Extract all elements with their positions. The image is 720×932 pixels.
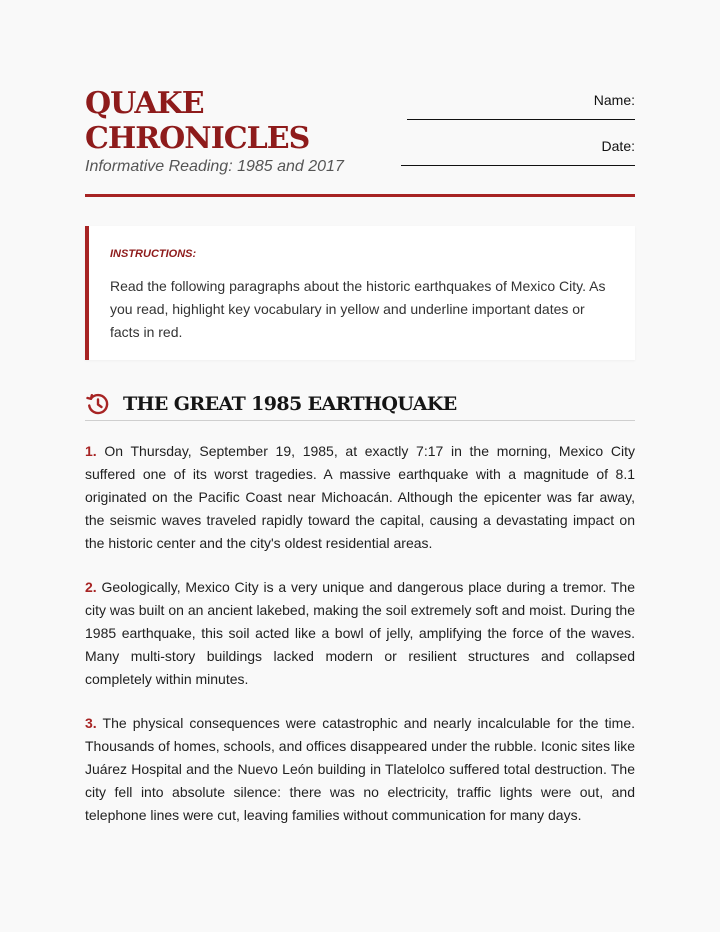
- paragraph-number: 1.: [85, 443, 97, 459]
- paragraph-text: On Thursday, September 19, 1985, at exactly 7:17 in the morning, Mexico City suffered one of its worst tragedies. A massive earthquake with a magnitude of 8.1 originated on the Pacific Coast near Michoacán. Although the epicenter was far away, the seismic waves traveled rapidly toward the capital, causing a devastating impact on the historic center and the city's oldest residential areas.: [85, 443, 635, 551]
- page-title: QUAKE CHRONICLES: [85, 86, 310, 156]
- paragraph-1: [85, 440, 635, 555]
- paragraph-text: Geologically, Mexico City is a very unique and dangerous place during a tremor. The city was built on an ancient lakebed, making the soil extremely soft and moist. During the 1985 earthquake, this soil acted like a bowl of jelly, amplifying the force of the waves. Many multi-story buildings lacked modern or resilient structures and collapsed completely within minutes.: [85, 579, 636, 687]
- instructions-box: [85, 226, 635, 360]
- section-header: [85, 390, 635, 421]
- instructions-text: Read the following paragraphs about the historic earthquakes of Mexico City. As you read, highlight key vocabulary in yellow and underline important dates or facts in red.: [110, 278, 606, 340]
- paragraph-number: 3.: [85, 715, 97, 731]
- date-field: [401, 137, 635, 166]
- paragraph-3: [85, 712, 635, 827]
- worksheet-header: [85, 86, 635, 196]
- date-line: [401, 165, 635, 166]
- date-label: Date:: [601, 138, 635, 154]
- name-line: [407, 119, 635, 120]
- instructions-heading: INSTRUCTIONS:: [110, 248, 197, 260]
- header-divider: [85, 194, 635, 197]
- name-field: [407, 91, 635, 120]
- paragraph-text: The physical consequences were catastrophic and nearly incalculable for the time. Thousands of homes, schools, and offices disappeared under the rubble. Iconic sites like Juárez Hospital and the Nuevo León building in Tlatelolco suffered total destruction. The city fell into absolute silence: there was no electricity, traffic lights were out, and telephone lines were cut, leaving families without communication for many days.: [85, 715, 635, 823]
- paragraph-number: 2.: [85, 579, 97, 595]
- history-clock-icon: [85, 391, 111, 417]
- section-title: THE GREAT 1985 EARTHQUAKE: [123, 393, 457, 415]
- page-subtitle: Informative Reading: 1985 and 2017: [85, 158, 344, 175]
- name-label: Name:: [593, 92, 635, 108]
- paragraph-2: [85, 576, 635, 691]
